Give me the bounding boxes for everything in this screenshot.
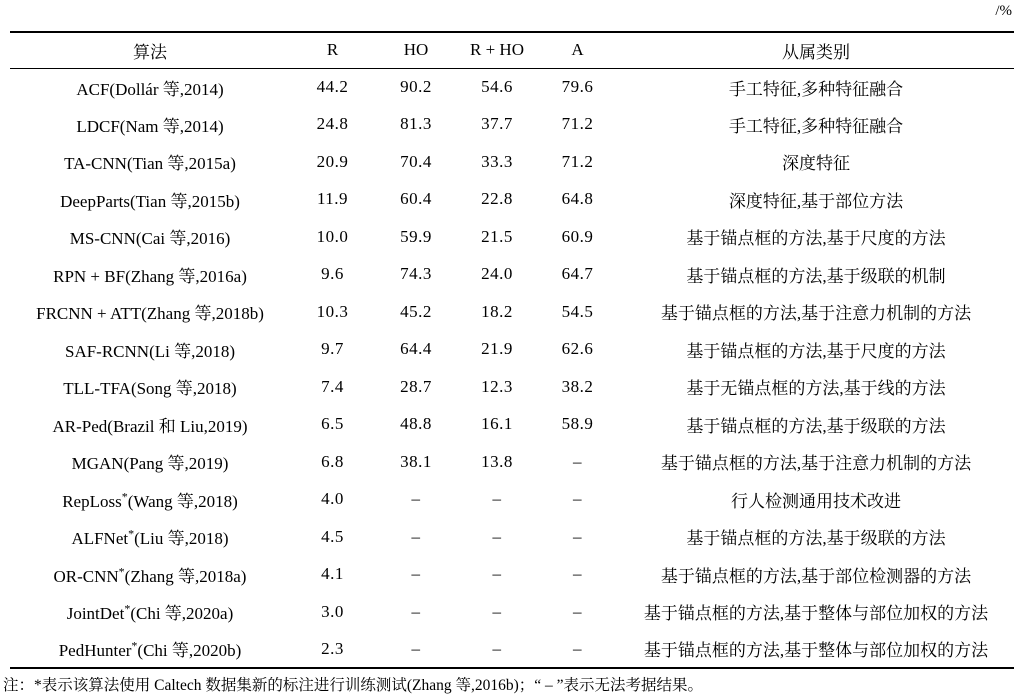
metric-r-cell: 2.3 (321, 638, 344, 658)
metric-rho-cell: – (492, 526, 502, 546)
metric-ho-cell: 64.4 (400, 339, 432, 359)
metric-ho-cell: – (411, 526, 421, 546)
category-cell: 深度特征,基于部位方法 (728, 191, 904, 211)
category-cell: 手工特征,多种特征融合 (728, 79, 904, 99)
table-row (10, 368, 1014, 406)
metric-r-cell: 9.7 (321, 339, 344, 359)
star-marker: * (121, 489, 128, 504)
algorithm-ref: (Liu 等,2018) (134, 529, 229, 549)
metric-rho-cell: 37.7 (481, 114, 513, 134)
algorithm-name: TA-CNN (64, 154, 127, 174)
category-cell: 基于锚点框的方法,基于级联的方法 (686, 529, 946, 549)
algorithm-name: TLL-TFA (63, 379, 131, 399)
metric-rho-cell: 54.6 (481, 77, 513, 96)
algorithm-name: DeepParts (60, 191, 130, 211)
metric-r-cell: 10.3 (316, 301, 349, 321)
metric-rho-cell: – (492, 638, 502, 658)
metric-ho-cell: 59.9 (400, 226, 432, 246)
algorithm-cell (10, 368, 290, 406)
algorithm-name: RepLoss (62, 491, 122, 511)
algorithm-ref: (Chi 等,2020a) (130, 604, 234, 624)
algorithm-name: MGAN (71, 454, 124, 474)
metric-a-cell: – (573, 564, 582, 584)
metric-a-cell: 71.2 (561, 114, 594, 134)
category-cell: 基于锚点框的方法,基于注意力机制的方法 (660, 454, 972, 474)
algorithm-cell (10, 481, 290, 519)
header-algorithm: 算法 (133, 42, 167, 62)
algorithm-cell (10, 443, 290, 481)
metric-r-cell: 4.1 (321, 564, 344, 584)
algorithm-ref: (Li 等,2018) (149, 341, 236, 361)
star-marker: * (118, 564, 125, 579)
table-row (10, 631, 1014, 669)
algorithm-name: JointDet (66, 604, 125, 624)
category-cell: 基于锚点框的方法,基于整体与部位加权的方法 (643, 604, 989, 624)
category-cell: 基于无锚点框的方法,基于线的方法 (686, 379, 946, 399)
table-row (10, 218, 1014, 256)
algorithm-ref: (Zhang 等,2018b) (141, 304, 264, 324)
category-cell: 基于锚点框的方法,基于级联的方法 (686, 416, 946, 436)
metric-rho-cell: – (492, 489, 502, 509)
algorithm-ref: (Pang 等,2019) (123, 454, 229, 474)
algorithm-name: AR-Ped (52, 416, 108, 436)
metric-r-cell: 6.5 (321, 414, 344, 434)
algorithm-name: LDCF (76, 116, 120, 136)
metric-r-cell: 20.9 (316, 151, 349, 171)
metric-r-cell: 11.9 (316, 189, 349, 209)
algorithm-ref: (Zhang 等,2016a) (125, 266, 247, 286)
algorithm-cell (10, 218, 290, 256)
metric-r-cell: 10.0 (316, 226, 349, 246)
metric-ho-cell: 74.3 (400, 264, 432, 284)
metric-a-cell: – (573, 601, 582, 621)
table-row (10, 331, 1014, 369)
metric-r-cell: 7.4 (321, 376, 344, 396)
metric-rho-cell: 33.3 (481, 151, 513, 171)
metric-ho-cell: 28.7 (400, 376, 432, 396)
star-marker: * (128, 526, 135, 541)
metric-rho-cell: 18.2 (481, 301, 513, 321)
metric-ho-cell: 45.2 (400, 301, 432, 321)
header-r-plus-ho: R + HO (470, 40, 524, 60)
table-row (10, 593, 1014, 631)
metric-a-cell: – (573, 638, 582, 658)
metric-ho-cell: 48.8 (400, 414, 432, 434)
metric-rho-cell: 21.5 (481, 226, 513, 246)
algorithm-name: SAF-RCNN (64, 341, 150, 361)
table-row (10, 106, 1014, 144)
metric-rho-cell: 22.8 (481, 189, 513, 209)
algorithm-name: RPN + BF (53, 266, 126, 286)
header-r: R (326, 40, 339, 60)
algorithm-cell (10, 518, 290, 556)
category-cell: 深度特征 (782, 154, 850, 174)
metric-r-cell: 44.2 (316, 77, 349, 96)
table-row (10, 68, 1014, 106)
metric-a-cell: 58.9 (561, 414, 594, 434)
metric-ho-cell: 90.2 (400, 77, 432, 96)
algorithm-cell (10, 331, 290, 369)
metric-r-cell: 9.6 (321, 264, 344, 284)
header-a: A (571, 40, 584, 60)
metric-rho-cell: 12.3 (481, 376, 513, 396)
table-row (10, 256, 1014, 294)
unit-percent-label: /% (995, 3, 1012, 19)
algorithm-ref: (Brazil 和 Liu,2019) (107, 416, 248, 436)
metric-ho-cell: – (411, 601, 421, 621)
algorithm-cell (10, 143, 290, 181)
algorithm-ref: (Chi 等,2020b) (137, 641, 242, 661)
metric-r-cell: 4.0 (321, 489, 344, 509)
metric-r-cell: 4.5 (321, 526, 344, 546)
algorithm-cell (10, 593, 290, 631)
algorithm-name: MS-CNN (69, 229, 136, 249)
metric-r-cell: 3.0 (321, 601, 344, 621)
metric-a-cell: 71.2 (561, 151, 594, 171)
algorithm-ref: (Cai 等,2016) (135, 229, 231, 249)
algorithm-ref: (Song 等,2018) (130, 379, 237, 399)
algorithm-cell (10, 106, 290, 144)
metric-a-cell: 64.7 (561, 264, 594, 284)
table-footnote: 注：*表示该算法使用 Caltech 数据集新的标注进行训练测试(Zhang 等,2016b)；“ – ”表示无法考据结果。 (3, 677, 704, 694)
metric-ho-cell: 70.4 (400, 151, 432, 171)
metric-r-cell: 6.8 (321, 451, 344, 471)
metric-r-cell: 24.8 (316, 114, 349, 134)
algorithm-ref: (Wang 等,2018) (127, 491, 238, 511)
algorithm-cell (10, 631, 290, 669)
algorithm-ref: (Nam 等,2014) (119, 116, 224, 136)
metric-rho-cell: 21.9 (481, 339, 513, 359)
star-marker: * (131, 638, 138, 653)
metric-ho-cell: 81.3 (400, 114, 432, 134)
header-ho: HO (403, 40, 429, 60)
algorithm-results-table (10, 31, 1014, 669)
metric-rho-cell: 16.1 (481, 414, 513, 434)
metric-a-cell: – (573, 451, 582, 471)
category-cell: 基于锚点框的方法,基于注意力机制的方法 (660, 304, 972, 324)
metric-a-cell: – (573, 526, 582, 546)
category-cell: 行人检测通用技术改进 (731, 491, 901, 511)
metric-ho-cell: – (411, 564, 421, 584)
metric-ho-cell: – (411, 489, 421, 509)
algorithm-name: FRCNN + ATT (36, 304, 142, 324)
category-cell: 手工特征,多种特征融合 (728, 116, 904, 136)
metric-rho-cell: – (492, 564, 502, 584)
table-row (10, 443, 1014, 481)
algorithm-ref: (Tian 等,2015b) (129, 191, 240, 211)
metric-ho-cell: 38.1 (400, 451, 432, 471)
table-row (10, 181, 1014, 219)
algorithm-cell (10, 406, 290, 444)
category-cell: 基于锚点框的方法,基于级联的机制 (686, 266, 946, 286)
table-row (10, 518, 1014, 556)
algorithm-cell (10, 181, 290, 219)
algorithm-cell (10, 293, 290, 331)
metric-a-cell: 54.5 (561, 301, 594, 321)
metric-a-cell: 79.6 (561, 77, 594, 96)
header-category: 从属类别 (782, 42, 850, 62)
metric-ho-cell: 60.4 (400, 189, 432, 209)
metric-a-cell: 62.6 (561, 339, 594, 359)
metric-rho-cell: 24.0 (481, 264, 513, 284)
algorithm-ref: (Dollár 等,2014) (109, 79, 224, 99)
metric-a-cell: 38.2 (561, 376, 594, 396)
table-row (10, 143, 1014, 181)
metric-rho-cell: 13.8 (481, 451, 513, 471)
algorithm-ref: (Tian 等,2015a) (126, 154, 236, 174)
algorithm-cell (10, 256, 290, 294)
metric-a-cell: – (573, 489, 582, 509)
metric-ho-cell: – (411, 638, 421, 658)
algorithm-ref: (Zhang 等,2018a) (124, 566, 247, 586)
table-row (10, 556, 1014, 594)
table-header-row (10, 32, 1014, 68)
table-row (10, 293, 1014, 331)
metric-a-cell: 64.8 (561, 189, 594, 209)
algorithm-name: ACF (76, 79, 110, 99)
metric-rho-cell: – (492, 601, 502, 621)
table-row (10, 406, 1014, 444)
metric-a-cell: 60.9 (561, 226, 594, 246)
algorithm-name: OR-CNN (53, 566, 119, 586)
algorithm-name: ALFNet (71, 529, 129, 549)
category-cell: 基于锚点框的方法,基于尺度的方法 (686, 341, 946, 361)
table-row (10, 481, 1014, 519)
algorithm-name: PedHunter (58, 641, 132, 661)
category-cell: 基于锚点框的方法,基于部位检测器的方法 (660, 566, 972, 586)
category-cell: 基于锚点框的方法,基于尺度的方法 (686, 229, 946, 249)
star-marker: * (124, 601, 131, 616)
algorithm-cell (10, 68, 290, 106)
category-cell: 基于锚点框的方法,基于整体与部位加权的方法 (643, 641, 989, 661)
algorithm-cell (10, 556, 290, 594)
